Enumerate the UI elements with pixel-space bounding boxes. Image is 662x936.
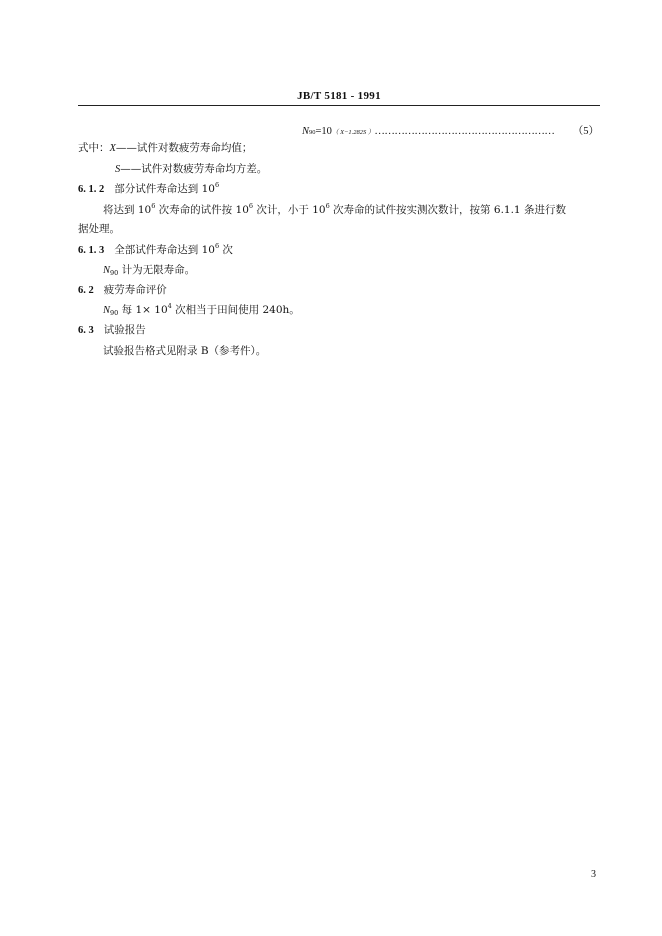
where-line-x bbox=[78, 141, 252, 156]
heading-number: 6. 1. 2 bbox=[78, 184, 105, 195]
para-subscript: 90 bbox=[110, 309, 119, 317]
para-superscript: 6 bbox=[325, 202, 330, 210]
heading-6-2 bbox=[78, 283, 167, 298]
where-text-x: ——试件对数疲劳寿命均值； bbox=[115, 142, 253, 154]
heading-number: 6. 1. 3 bbox=[78, 245, 105, 256]
para-subscript: 90 bbox=[110, 269, 119, 277]
equation-number: （5） bbox=[572, 126, 599, 137]
para-text: 计为无限寿命。 bbox=[118, 264, 196, 276]
heading-superscript: 6 bbox=[214, 242, 220, 250]
para-superscript: 4 bbox=[167, 302, 172, 310]
equation-5: N 90 =10 （ X−1.282S ） ……………………………………………… （5） bbox=[302, 123, 599, 138]
page-number: 3 bbox=[591, 869, 596, 880]
heading-superscript: 6 bbox=[214, 181, 220, 189]
equation-leader-dots: ……………………………………………… bbox=[374, 126, 555, 137]
para-text: 次计，小于 10 bbox=[253, 204, 326, 216]
para-6-1-3 bbox=[103, 263, 195, 278]
para-superscript: 6 bbox=[248, 202, 254, 210]
heading-6-1-3 bbox=[78, 243, 233, 258]
where-text-s: ——试件对数疲劳寿命均方差。 bbox=[120, 163, 268, 175]
heading-number: 6. 3 bbox=[78, 325, 94, 336]
para-text: 次寿命的试件按 10 bbox=[155, 204, 249, 216]
where-symbol-s: S bbox=[115, 164, 121, 175]
where-prefix: 式中： bbox=[78, 142, 110, 154]
where-line-s bbox=[115, 162, 267, 177]
para-superscript: 6 bbox=[151, 202, 156, 210]
equation-rhs-prefix: =10 bbox=[315, 126, 332, 137]
para-6-2 bbox=[103, 303, 300, 318]
para-symbol: N bbox=[103, 305, 111, 316]
heading-number: 6. 2 bbox=[78, 285, 94, 296]
equation-lhs-symbol: N bbox=[302, 126, 310, 137]
para-symbol: N bbox=[103, 265, 111, 276]
para-6-1-2-line2: 据处理。 bbox=[78, 223, 120, 235]
heading-title: 疲劳寿命评价 bbox=[103, 284, 167, 296]
heading-6-3 bbox=[78, 323, 146, 338]
heading-6-1-2 bbox=[78, 182, 219, 197]
heading-title: 部分试件寿命达到 10 bbox=[114, 183, 215, 195]
para-text: 每 1× 10 bbox=[118, 304, 168, 316]
standard-header: JB/T 5181 - 1991 bbox=[297, 90, 381, 102]
para-text: 次相当于田间使用 240h。 bbox=[171, 304, 300, 316]
para-6-1-2-line1 bbox=[103, 203, 566, 217]
header-rule bbox=[78, 105, 600, 106]
para-text: 将达到 10 bbox=[103, 204, 152, 216]
para-6-3: 试验报告格式见附录 B（参考件）。 bbox=[103, 345, 267, 357]
para-text: 次寿命的试件按实测次数计，按第 6.1.1 条进行数 bbox=[329, 204, 566, 216]
heading-title: 试验报告 bbox=[103, 324, 146, 336]
where-symbol-x: X bbox=[109, 143, 116, 154]
heading-title-tail: 次 bbox=[219, 244, 233, 256]
heading-title: 全部试件寿命达到 10 bbox=[114, 244, 215, 256]
